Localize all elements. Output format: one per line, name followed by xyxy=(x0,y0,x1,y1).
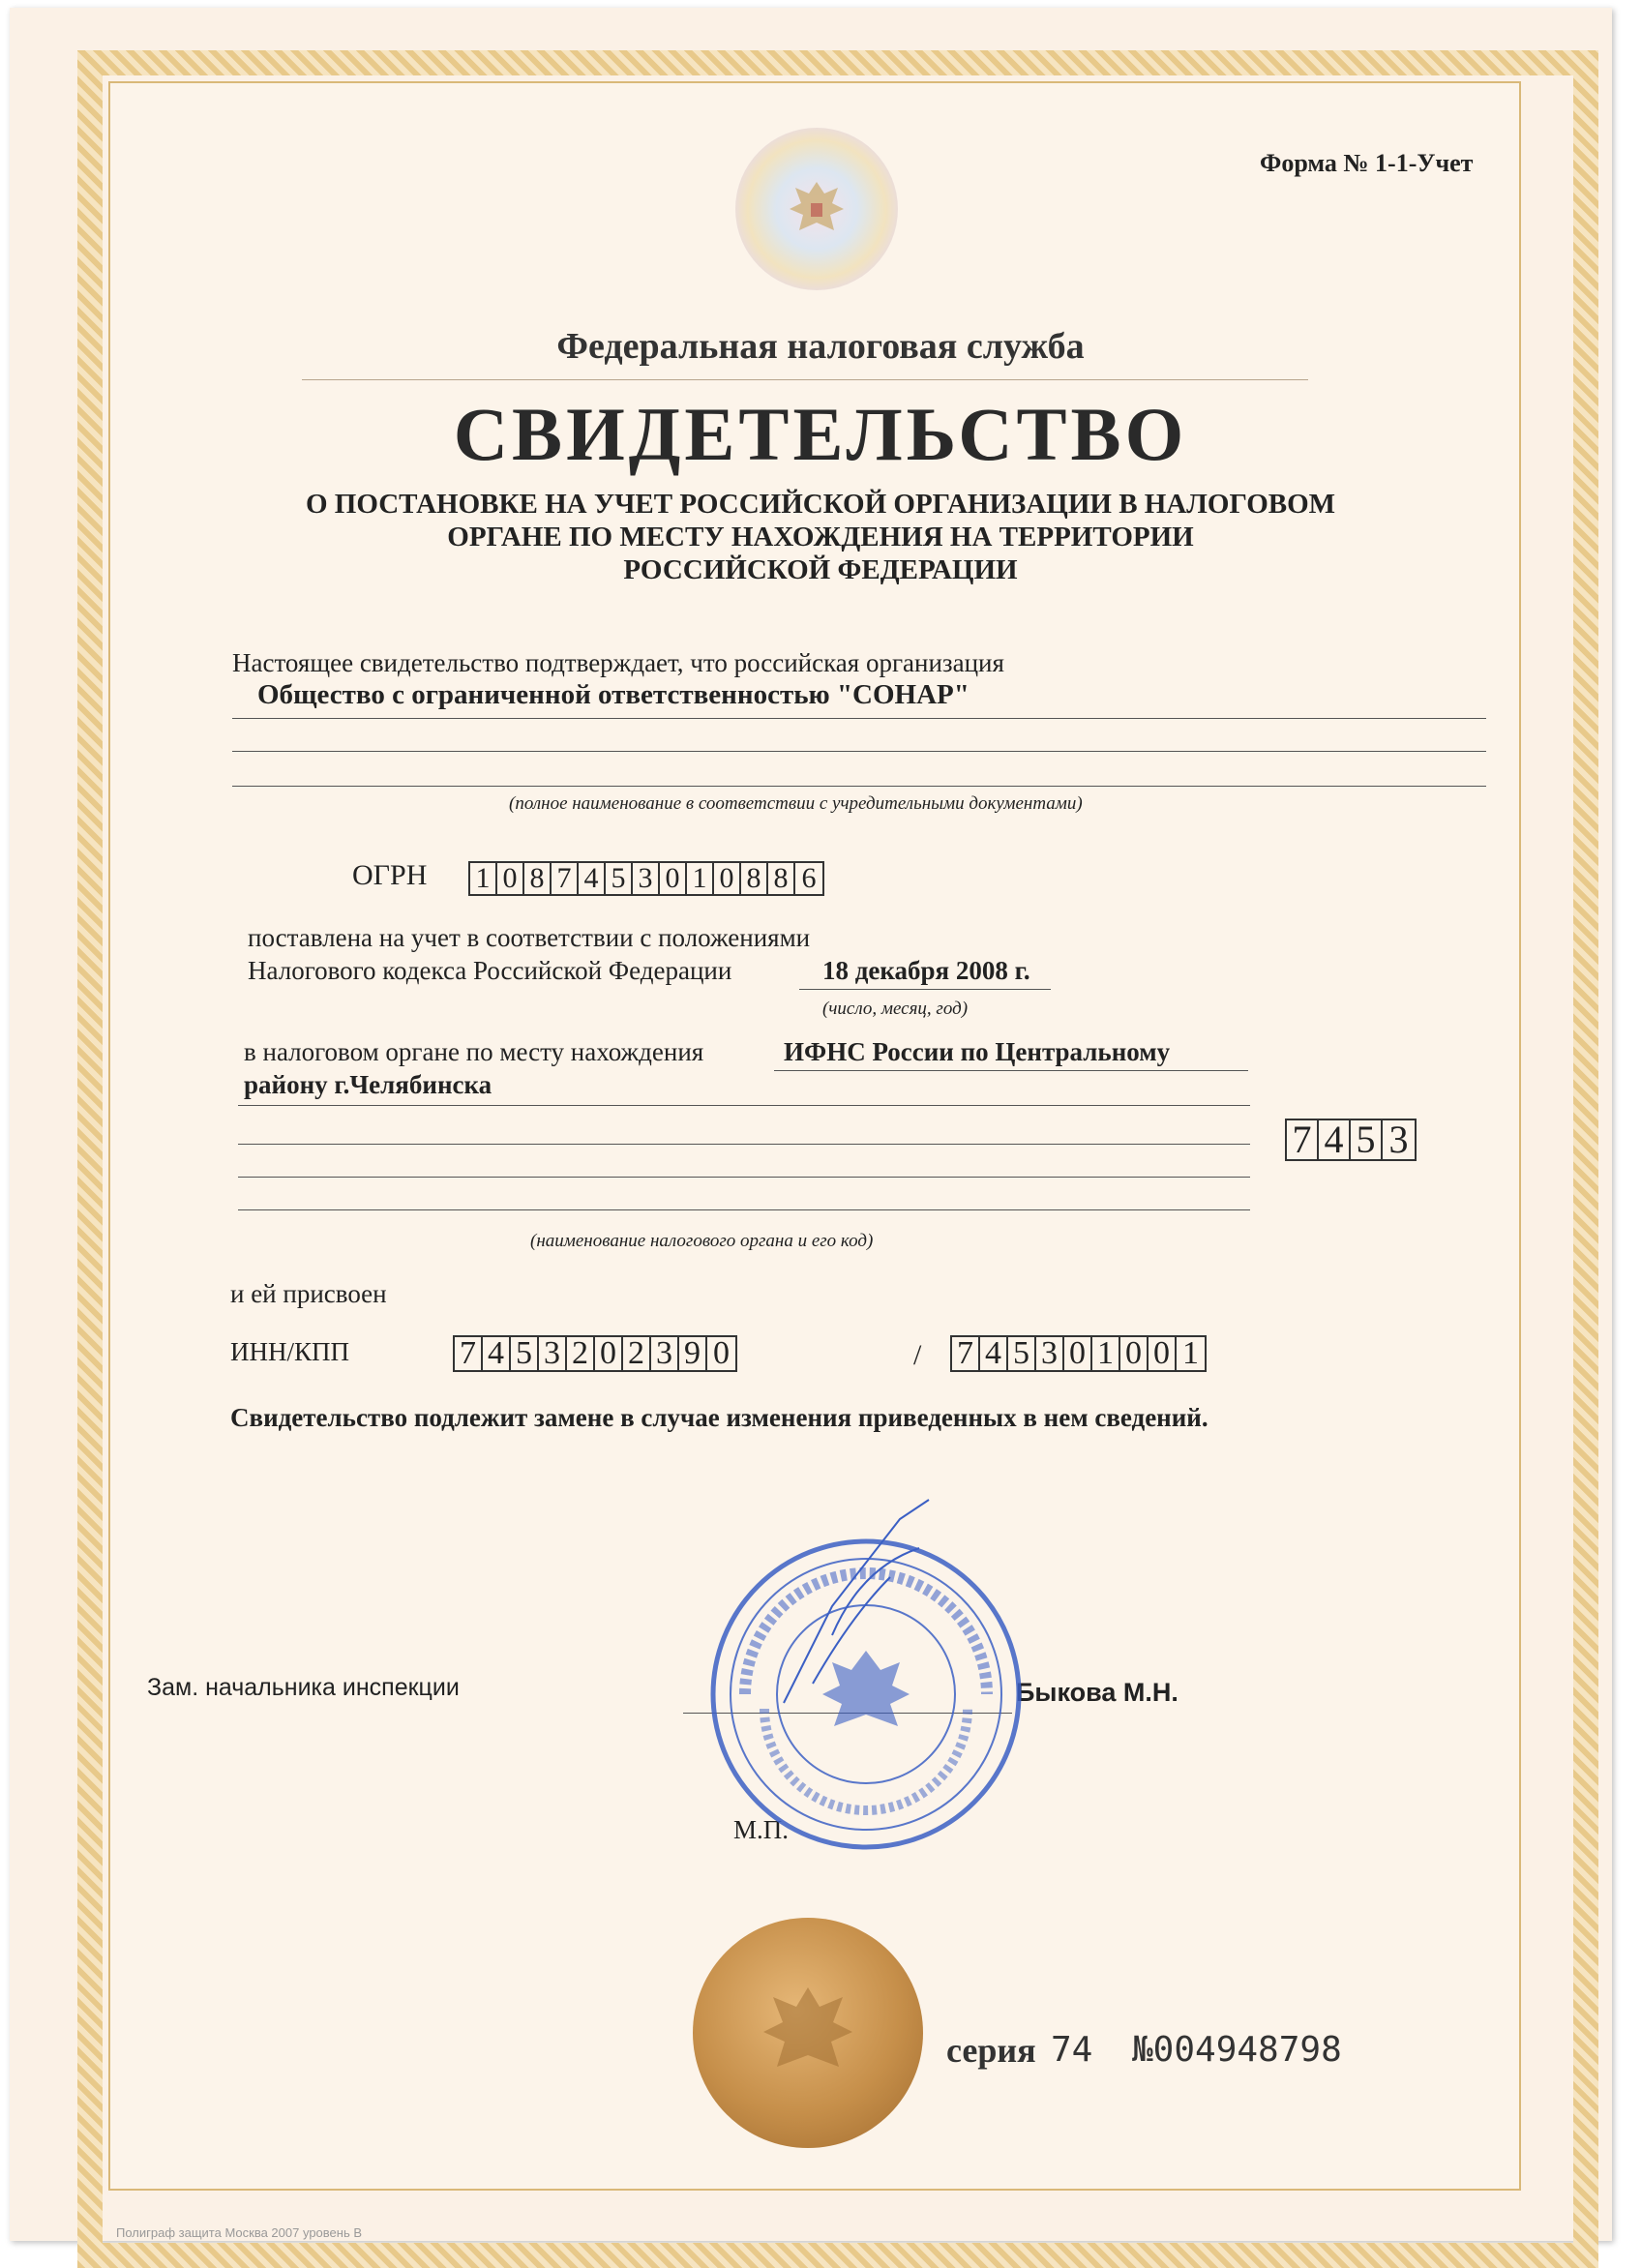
agency-name: Федеральная налоговая служба xyxy=(556,326,1085,367)
authority-line xyxy=(774,1070,1248,1071)
printer-imprint: Полиграф защита Москва 2007 уровень В xyxy=(116,2225,363,2240)
series-number: 74 xyxy=(1051,2030,1093,2070)
authority-line xyxy=(238,1209,1250,1210)
series-label: серия xyxy=(946,2031,1036,2070)
registered-text: Налогового кодекса Российской Федерации xyxy=(248,956,732,985)
organization-name: Общество с ограниченной ответственностью "СОНАР" xyxy=(257,679,970,710)
divider xyxy=(302,379,1308,380)
registered-text: поставлена на учет в соответствии с положениями xyxy=(248,923,811,952)
authority-caption: (наименование налогового органа и его код) xyxy=(530,1231,874,1251)
tax-authority-name: району г.Челябинска xyxy=(244,1070,492,1099)
registration-date: 18 декабря 2008 г. xyxy=(822,956,1030,985)
document-title: СВИДЕТЕЛЬСТВО xyxy=(453,392,1188,476)
authority-line xyxy=(238,1105,1250,1106)
serial-number: №004948798 xyxy=(1132,2030,1342,2070)
assigned-label: и ей присвоен xyxy=(230,1279,387,1308)
kpp-value: 7 4 5 3 0 1 0 0 1 xyxy=(950,1335,1207,1372)
name-line xyxy=(232,751,1486,752)
signer-name: Быкова М.Н. xyxy=(1016,1678,1179,1707)
name-line xyxy=(232,718,1486,719)
official-stamp xyxy=(706,1535,1026,1854)
form-number: Форма № 1-1-Учет xyxy=(1260,149,1474,177)
inn-kpp-separator: / xyxy=(913,1339,922,1371)
tax-authority-name: ИФНС России по Центральному xyxy=(784,1037,1171,1066)
date-caption: (число, месяц, год) xyxy=(822,999,969,1019)
document-subtitle xyxy=(252,488,1389,586)
subtitle-line: ОРГАНЕ ПО МЕСТУ НАХОЖДЕНИЯ НА ТЕРРИТОРИИ xyxy=(447,522,1194,552)
inn-value: 7 4 5 3 2 0 2 3 9 0 xyxy=(453,1335,737,1372)
ogrn-value: 1 0 8 7 4 5 3 0 1 0 8 8 6 xyxy=(468,861,824,896)
name-caption: (полное наименование в соответствии с учредительными документами) xyxy=(509,793,1083,814)
intro-text: Настоящее свидетельство подтверждает, что российская организация xyxy=(232,648,1004,677)
authority-line xyxy=(238,1144,1250,1145)
replacement-notice: Свидетельство подлежит замене в случае изменения приведенных в нем сведений. xyxy=(230,1403,1208,1432)
ogrn-label: ОГРН xyxy=(352,859,428,891)
signer-position: Зам. начальника инспекции xyxy=(147,1674,460,1701)
subtitle-line: О ПОСТАНОВКЕ НА УЧЕТ РОССИЙСКОЙ ОРГАНИЗАЦИИ В НАЛОГОВОМ xyxy=(305,489,1336,520)
name-line xyxy=(232,786,1486,787)
tax-authority-label: в налоговом органе по месту нахождения xyxy=(244,1037,704,1066)
subtitle-line: РОССИЙСКОЙ ФЕДЕРАЦИИ xyxy=(623,554,1018,585)
eagle-emblem-icon xyxy=(750,1974,866,2090)
date-line xyxy=(799,989,1051,990)
eagle-emblem-icon xyxy=(782,174,851,244)
authority-line xyxy=(238,1177,1250,1178)
tax-authority-code: 7 4 5 3 xyxy=(1285,1119,1417,1161)
inn-kpp-label: ИНН/КПП xyxy=(230,1337,350,1366)
seal-place: М.П. xyxy=(733,1815,790,1844)
